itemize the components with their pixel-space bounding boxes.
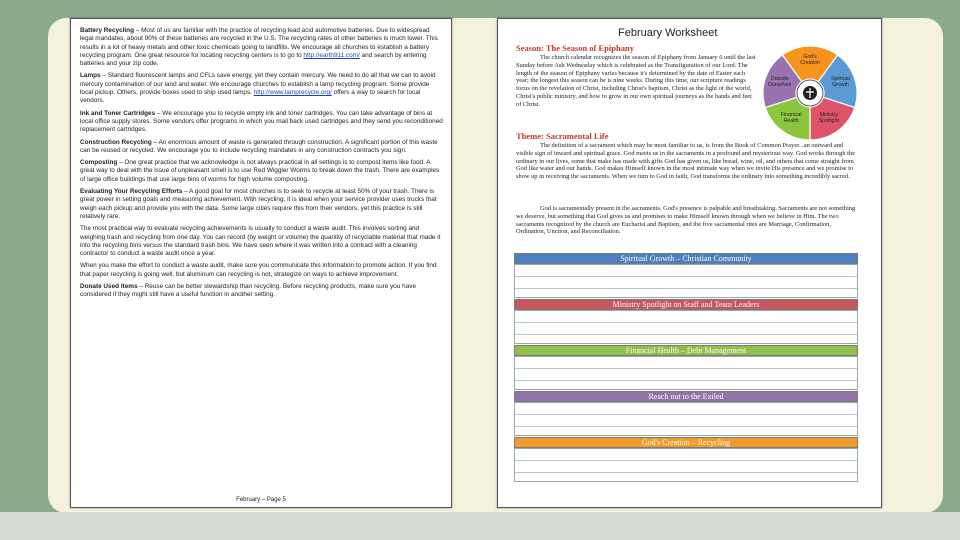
section-writing-area[interactable]: [514, 448, 858, 482]
paragraph-heading: Composting: [80, 159, 118, 167]
document-page-5: [70, 18, 452, 508]
recycling-text-body: [80, 27, 443, 304]
worksheet-title: February Worksheet: [618, 27, 718, 39]
ruled-line: [515, 368, 857, 369]
theme-text-2: God is sacramentally present in the sacraments. God's presence is palpable and breathtaking. Sacraments are not something we deserve, but something that God gives us and promises to make Himself known through when we believe in Him. The two sacraments recognized by the church are Eucharist and Baptism, and the five sacramental rites are Marriage, Confirmation, Ordination, Unction, and Reconciliation.: [516, 205, 856, 236]
ruled-line: [515, 276, 857, 277]
ruled-line: [515, 322, 857, 323]
paragraph-body: – A good goal for most churches is to seek to recycle at least 50% of your trash. There is great power in setting goals and measuring achievement. With recycling, it is ideal when your service provider uses trucks that weigh each pickup and provide you with the data. Some large cities require this from their vendors, yet this practice is still relatively rare.: [80, 188, 437, 220]
ruled-line: [515, 414, 857, 415]
wheel-segment-label: Outside Ourselves: [767, 76, 792, 89]
section-writing-area[interactable]: [514, 402, 858, 436]
section-writing-area[interactable]: [514, 264, 858, 298]
bottom-strip: [0, 512, 960, 540]
season-heading: Season: The Season of Epiphany: [516, 43, 634, 53]
february-worksheet-page: [497, 18, 882, 508]
ruled-line: [515, 288, 857, 289]
paragraph-body: – We encourage you to recycle empty ink and toner cartridges. You can take advantage of bins at local office supply stores. Some vendors offer programs in which you mail back used cartridges and they send you reconditioned replacement cartridges.: [80, 109, 443, 134]
paragraph-tail: offers a way to search for local vendors.: [80, 89, 421, 105]
paragraph: [80, 188, 443, 221]
paragraph: [80, 225, 443, 258]
paragraph: [80, 283, 443, 300]
ruled-line: [515, 334, 857, 335]
season-text: The church calendar recognizes the season of Epiphany from January 6 until the last Sunday before Ash Wednesday which is celebrated as the Transfiguration of our Lord. The length of the season of Epiphany varies because it's determined by the date of Easter each year; the longest this season can be is nine weeks. During this time, our scripture readings focus on the revelation of Christ, including Christ's baptism, Christ as the light of the world, Christ's public ministry, and how to grow in our own spiritual journeys as the hands and feet of Christ.: [516, 54, 756, 108]
paragraph-heading: Ink and Toner Cartridges: [80, 109, 156, 117]
paragraph-body: The most practical way to evaluate recycling achievements is usually to conduct a waste audit. This involves sorting and weighing trash and recycling from one day. You can record (by weight or volume) the quantity of recyclable material that made it into the recycling bins versus the standard trash bins. We have seen where it was written into a contract with a cleaning contractor to conduct a waste audit once a year.: [80, 225, 441, 258]
paragraph-heading: Donate Used Items: [80, 283, 138, 291]
section-header-band: Financial Health – Debt Management: [514, 345, 858, 356]
paragraph-body: – Most of us are familiar with the practice of recycling lead acid automotive batteries. Due to widespread legal mandates, about 90% of these batteries are recycled in the U.S. The recycling rates of other batteries is much lower. This results in a lot of heavy metals and other toxic chemicals going to landfills. We encourage all churches to establish a battery recycling program. One great resource for locating recycling centers is to go to: [80, 27, 438, 59]
paragraph: [80, 139, 443, 156]
paragraph-body: – Standard fluorescent lamps and CFLs save energy, yet they contain mercury. We need to do all that we can to avoid mercury contamination of our land and water. We encourage churches to establish a lamp recycling program. Some provide local pickup. Others, provide boxes used to ship used lamps.: [80, 72, 436, 97]
theme-text-1: The definition of a sacrament which may be most familiar to us, is from the Book of Common Prayer...an outward and visible sign of inward and spiritual grace. God meets us in the sacraments in a profound and mysterious way. God works through the ordinary in our lives, some that make has made with gifts God has given us, like bread, wine, oil, and others that come straight from God like water and our hands. God makes Himself known in the most intimate way when we invite His presence and we promise to show up in receiving the sacraments. When we turn to God in faith, God transforms the ordinary into something incredibly sacred.: [516, 142, 855, 181]
ruled-line: [515, 426, 857, 427]
wheel-segment-label: Ministry Spotlight: [818, 111, 839, 124]
paragraph: [80, 110, 443, 135]
section-header-band: Spiritual Growth – Christian Community: [514, 253, 858, 264]
wheel-segment-label: Spiritual Growth: [831, 76, 850, 89]
section-header-band: Ministry Spotlight on Staff and Team Leaders: [514, 299, 858, 310]
resource-link[interactable]: http://www.lamprecycle.org/: [253, 89, 332, 97]
paragraph-heading: Evaluating Your Recycling Efforts: [80, 188, 183, 196]
paragraph-body: – One great practice that we acknowledge is not always practical in all settings is to compost items like food. A great way to deal with the issue of unpleasant smell is to use Red Wiggler Worms to break down the trash. There are examples of large office buildings that use large bins of worms for high volume composting.: [80, 159, 440, 183]
paragraph: [80, 159, 443, 184]
paragraph: [80, 72, 443, 105]
paragraph-body: When you make the effort to conduct a waste audit, make sure you communicate this information to promote action. If you find that paper recycling is going well, but aluminum can recycling is not, strategize on ways to achieve improvement.: [80, 262, 437, 278]
ruled-line: [515, 380, 857, 381]
paragraph-heading: Lamps: [80, 72, 101, 80]
theme-heading: Theme: Sacramental Life: [516, 131, 609, 141]
paragraph-heading: Construction Recycling: [80, 138, 152, 146]
ministry-wheel-diagram: [760, 41, 860, 145]
paragraph-body: – An enormous amount of waste is generated through construction. A significant portion of this waste can be reused or recycled. We encourage you to include recycling mandates in any construction contracts you sign.: [80, 138, 438, 154]
paragraph: [80, 27, 443, 68]
page-footer: February – Page 5: [236, 497, 286, 503]
section-writing-area[interactable]: [514, 356, 858, 390]
resource-link[interactable]: http://earth911.com/: [303, 51, 360, 59]
paragraph-heading: Battery Recycling: [80, 27, 134, 34]
ruled-line: [515, 472, 857, 473]
wheel-segment-label: God's Creation: [800, 54, 820, 66]
paragraph-body: – Reuse can be better stewardship than recycling. Before recycling products, make sure you have considered if they might still have a useful function in another setting.: [80, 283, 417, 299]
paragraph: [80, 262, 443, 279]
paragraph-tail: and search by entering batteries and your zip code.: [80, 51, 427, 68]
ruled-line: [515, 460, 857, 461]
section-header-band: God's Creation – Recycling: [514, 437, 858, 448]
wheel-segment-label: Financial Health: [780, 111, 802, 124]
section-writing-area[interactable]: [514, 310, 858, 344]
section-header-band: Reach out to the Exiled: [514, 391, 858, 402]
